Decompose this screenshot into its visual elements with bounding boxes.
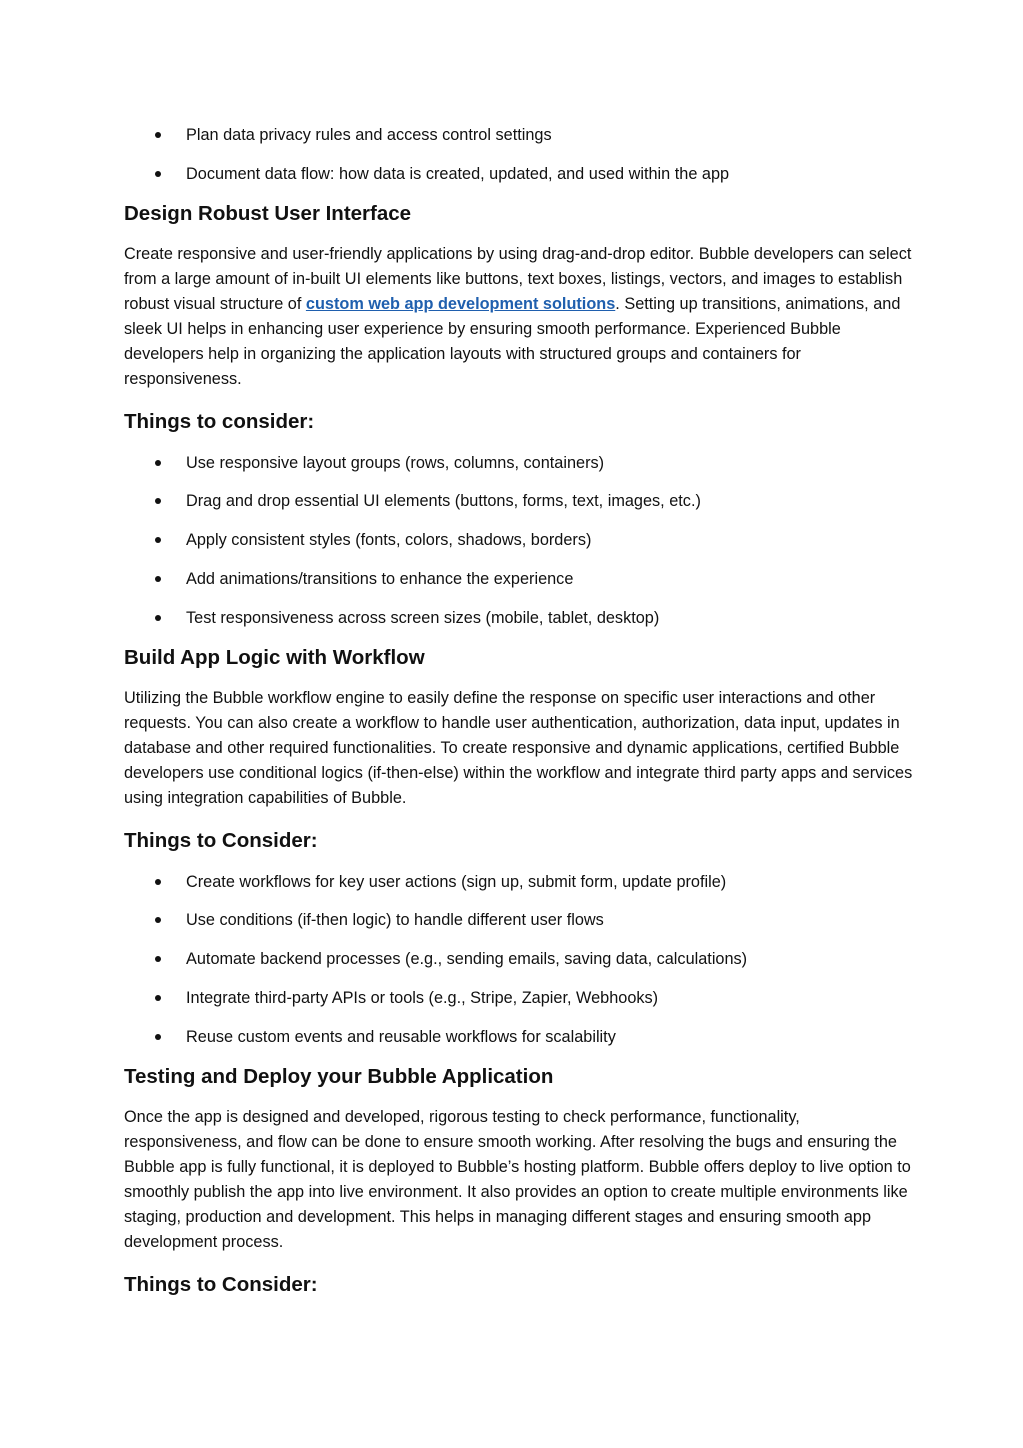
list-item: Reuse custom events and reusable workflows for scalability: [124, 1024, 914, 1050]
bullet-icon: [155, 1034, 161, 1040]
considerations-list-1: [124, 450, 914, 631]
bullet-icon: [155, 956, 161, 962]
section-heading-design-ui: Design Robust User Interface: [124, 201, 412, 225]
bullet-icon: [155, 132, 161, 138]
considerations-heading-2: Things to Consider:: [124, 828, 318, 852]
section-paragraph-design-ui: Create responsive and user-friendly applications by using drag-and-drop editor. Bubble developers can select from a large amount of in-built UI elements like buttons, text boxes, listings, vectors, and images to establish robust visual structure of custom web app development solutions. Setting up transitions, animations, and sleek UI helps in enhancing user experience by ensuring smooth performance. Experienced Bubble developers help in organizing the application layouts with structured groups and containers for responsiveness.: [124, 244, 912, 388]
section-heading-testing-deploy: Testing and Deploy your Bubble Application: [124, 1064, 554, 1088]
section-heading-app-logic: Build App Logic with Workflow: [124, 645, 425, 669]
bullet-icon: [155, 615, 161, 621]
bullet-icon: [155, 460, 161, 466]
custom-web-app-link[interactable]: custom web app development solutions: [305, 294, 616, 313]
bullet-icon: [155, 995, 161, 1001]
list-item: Plan data privacy rules and access control settings: [124, 122, 914, 148]
bullet-icon: [155, 537, 161, 543]
bullet-icon: [155, 879, 161, 885]
bullet-icon: [155, 498, 161, 504]
list-item: Integrate third-party APIs or tools (e.g., Stripe, Zapier, Webhooks): [124, 985, 914, 1011]
list-item: Test responsiveness across screen sizes (mobile, tablet, desktop): [124, 605, 914, 631]
document-content: [124, 122, 914, 1313]
list-item: Create workflows for key user actions (sign up, submit form, update profile): [124, 869, 914, 895]
considerations-heading-3: Things to Consider:: [124, 1272, 318, 1296]
bullet-icon: [155, 576, 161, 582]
considerations-list-2: [124, 869, 914, 1050]
list-item: Automate backend processes (e.g., sending emails, saving data, calculations): [124, 946, 914, 972]
list-item: Apply consistent styles (fonts, colors, shadows, borders): [124, 527, 914, 553]
top-bullet-list: [124, 122, 914, 187]
bullet-icon: [155, 917, 161, 923]
list-item: Document data flow: how data is created, updated, and used within the app: [124, 161, 914, 187]
section-paragraph-testing-deploy: Once the app is designed and developed, rigorous testing to check performance, functionality, responsiveness, and flow can be done to ensure smooth working. After resolving the bugs and ensuring the Bubble app is fully functional, it is deployed to Bubble’s hosting platform. Bubble offers deploy to live option to smoothly publish the app into live environment. It also provides an option to create multiple environments like staging, production and development. This helps in managing different stages and ensuring smooth app development process.: [124, 1107, 911, 1251]
considerations-heading-1: Things to consider:: [124, 409, 315, 433]
section-paragraph-app-logic: Utilizing the Bubble workflow engine to easily define the response on specific user interactions and other requests. You can also create a workflow to handle user authentication, authorization, data input, updates in database and other required functionalities. To create responsive and dynamic applications, certified Bubble developers use conditional logics (if-then-else) within the workflow and integrate third party apps and services using integration capabilities of Bubble.: [124, 688, 913, 807]
bullet-icon: [155, 171, 161, 177]
list-item: Drag and drop essential UI elements (buttons, forms, text, images, etc.): [124, 488, 914, 514]
list-item: Use responsive layout groups (rows, columns, containers): [124, 450, 914, 476]
list-item: Add animations/transitions to enhance the experience: [124, 566, 914, 592]
list-item: Use conditions (if-then logic) to handle different user flows: [124, 907, 914, 933]
